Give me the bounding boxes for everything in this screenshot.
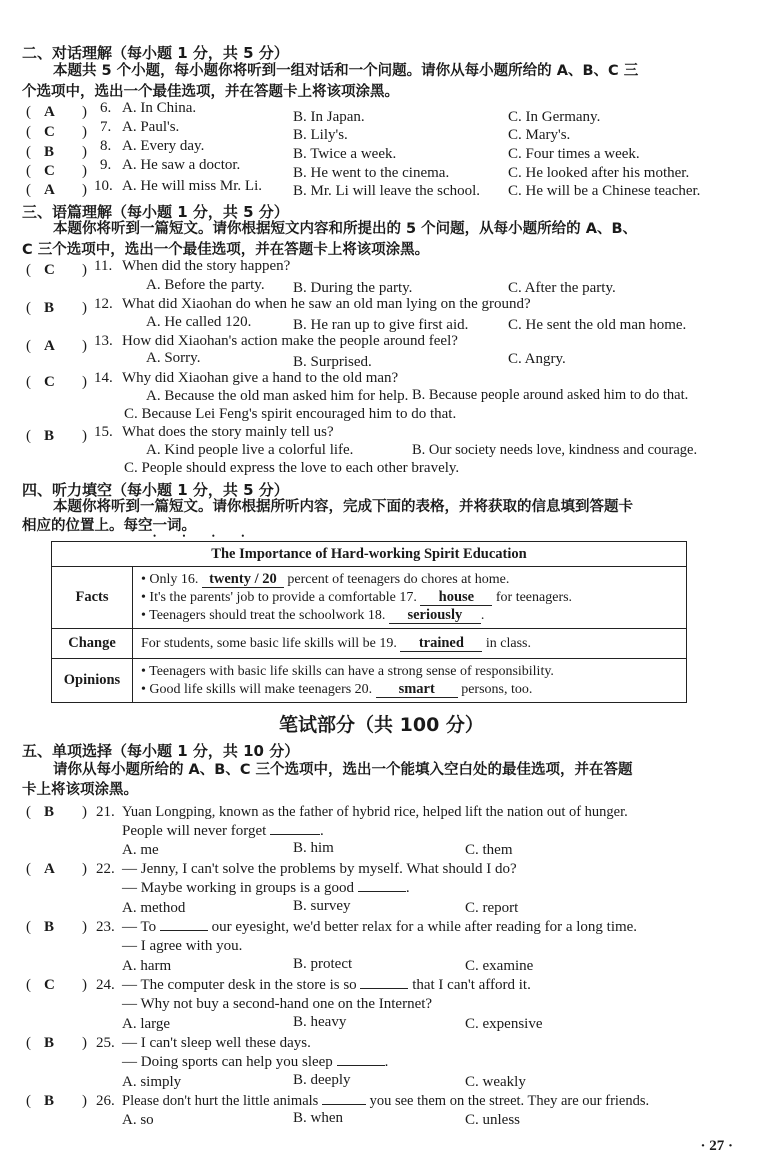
question-text [122,880,410,897]
option-a: A. Sorry. [146,350,201,366]
option-a: A. Because the old man asked him for help. [146,388,409,404]
option-a: A. harm [122,958,172,974]
question-text [122,977,531,994]
answer-mark: C [44,262,55,278]
option-b: B. heavy [293,1014,347,1030]
question-number: 15. [94,424,113,440]
question-number: 13. [94,333,113,349]
fact-text: • It's the parents' job to provide a comfortable 17. [141,589,417,605]
answer-paren-close: ) [82,1035,87,1051]
answer-paren-close: ) [82,144,87,160]
section-4-heading: 四、听力填空（每小题 1 分，共 5 分） [22,481,289,499]
option-a: A. In China. [122,100,197,116]
option-c: C. Angry. [508,351,566,367]
option-c: C. Because Lei Feng's spirit encouraged him to do that. [124,406,457,422]
opinions-cell [133,659,687,703]
option-b: B. protect [293,956,353,972]
option-c: C. People should express the love to each other bravely. [124,460,460,476]
question-number: 9. [100,157,112,173]
answer-blank-20: smart [376,681,458,698]
question-number: 12. [94,296,113,312]
answer-mark: B [44,428,55,444]
option-b: B. when [293,1110,343,1126]
row-label-facts: Facts [52,567,133,629]
question-blank [358,891,406,892]
question-number: 25. [96,1035,115,1051]
option-c: C. examine [465,958,534,974]
page-number: · 27 · [700,1138,733,1154]
option-a: A. so [122,1112,154,1128]
question-number: 6. [100,100,112,116]
answer-paren-open: ( [26,374,31,390]
question-text: — Jenny, I can't solve the problems by myself. What should I do? [122,861,517,877]
answer-paren-open: ( [26,977,31,993]
change-text: in class. [485,635,531,651]
section-2-instruction-line2: 个选项中，选出一个最佳选项，并在答题卡上将该项涂黑。 [22,84,399,100]
question-text-part: — Doing sports can help you sleep [122,1054,333,1070]
option-b: B. Because people around asked him to do that. [412,387,689,403]
question-blank [337,1065,385,1066]
answer-mark: A [44,338,55,354]
option-a: A. Paul's. [122,119,180,135]
fact-line-16 [141,571,678,589]
question-number: 10. [94,178,113,194]
question-blank [270,834,320,835]
question-blank [160,930,208,931]
question-number: 21. [96,804,115,820]
question-number: 8. [100,138,112,154]
facts-cell [133,567,687,629]
answer-paren-close: ) [82,428,87,444]
answer-mark: B [44,1093,55,1109]
emphasis-dots: • • • • [153,531,257,541]
row-label-change: Change [52,629,133,659]
answer-paren-open: ( [26,182,31,198]
section-3-instruction-line1: 本题你将听到一篇短文。请你根据短文内容和所提出的 5 个问题，从每小题所给的 A、B、 [53,221,638,237]
option-c: C. He sent the old man home. [508,317,687,333]
answer-paren-open: ( [26,1093,31,1109]
question-number: 24. [96,977,115,993]
answer-paren-close: ) [82,300,87,316]
question-text: What did Xiaohan do when he saw an old man lying on the ground? [122,296,531,312]
question-number: 7. [100,119,112,135]
option-c: C. report [465,900,519,916]
table-title: The Importance of Hard-working Spirit Education [52,542,687,567]
option-b: B. In Japan. [293,109,365,125]
question-text: Yuan Longping, known as the father of hybrid rice, helped lift the nation out of hunger. [122,804,628,820]
option-c: C. In Germany. [508,109,601,125]
option-c: C. unless [465,1112,521,1128]
option-c: C. He will be a Chinese teacher. [508,183,701,199]
option-b: B. survey [293,898,351,914]
option-b: B. Mr. Li will leave the school. [293,183,481,199]
option-a: A. Before the party. [146,277,265,293]
question-text-part: . [405,880,410,896]
option-b: B. During the party. [293,280,413,296]
answer-blank-19: trained [400,635,482,652]
option-c: C. He looked after his mother. [508,165,690,181]
answer-mark: C [44,977,55,993]
answer-paren-open: ( [26,144,31,160]
answer-paren-open: ( [26,104,31,120]
question-text [122,1093,649,1110]
answer-paren-open: ( [26,428,31,444]
row-label-opinions: Opinions [52,659,133,703]
option-b: B. Twice a week. [293,146,397,162]
answer-paren-close: ) [82,163,87,179]
option-a: A. me [122,842,159,858]
answer-mark: C [44,163,55,179]
opinion-text: persons, too. [461,681,533,697]
question-text: — I can't sleep well these days. [122,1035,311,1051]
change-cell [133,629,687,659]
answer-mark: B [44,804,55,820]
answer-paren-open: ( [26,124,31,140]
answer-paren-close: ) [82,104,87,120]
question-text-part: — To [122,919,157,935]
option-a: A. He called 120. [146,314,252,330]
answer-blank-16: twenty / 20 [202,571,284,588]
option-c: C. Mary's. [508,127,571,143]
answer-mark: C [44,374,55,390]
change-line-19 [141,635,678,653]
answer-mark: B [44,300,55,316]
section-4-instruction-line2: 相应的位置上。每空一词。 [22,518,196,534]
option-c: C. After the party. [508,280,616,296]
question-text-part: that I can't afford it. [412,977,531,993]
question-number: 23. [96,919,115,935]
question-text-part: . [320,823,324,839]
option-b: B. deeply [293,1072,351,1088]
answer-paren-open: ( [26,1035,31,1051]
option-b: B. Our society needs love, kindness and courage. [412,442,698,458]
answer-paren-close: ) [82,919,87,935]
answer-paren-close: ) [82,262,87,278]
answer-paren-open: ( [26,300,31,316]
option-b: B. him [293,840,334,856]
question-text: — Why not buy a second-hand one on the Internet? [122,996,433,1012]
answer-blank-18: seriously [389,607,481,624]
answer-mark: A [44,182,55,198]
section-5-heading: 五、单项选择（每小题 1 分，共 10 分） [22,742,300,760]
answer-paren-close: ) [82,977,87,993]
opinion-text: • Good life skills will make teenagers 20. [141,681,373,697]
answer-mark: B [44,144,55,160]
question-number: 26. [96,1093,115,1109]
question-number: 14. [94,370,113,386]
answer-blank-17: house [420,589,492,606]
section-2-heading: 二、对话理解（每小题 1 分，共 5 分） [22,44,289,62]
question-blank [322,1104,366,1105]
option-b: B. Surprised. [293,354,372,370]
answer-paren-close: ) [82,1093,87,1109]
change-text: For students, some basic life skills will be 19. [141,635,397,651]
question-text-part: our eyesight, we'd better relax for a while after reading for a long time. [211,919,638,935]
section-4-instruction-line1: 本题你将听到一篇短文。请你根据所听内容，完成下面的表格，并将获取的信息填到答题卡 [53,499,633,515]
written-part-title: 笔试部分（共 100 分） [279,714,484,736]
answer-paren-open: ( [26,163,31,179]
fact-text: for teenagers. [495,589,573,605]
answer-mark: B [44,919,55,935]
question-text-part: you see them on the street. They are our friends. [369,1093,650,1109]
option-b: B. He went to the cinema. [293,165,450,181]
section-5-instruction-line1: 请你从每小题所给的 A、B、C 三个选项中，选出一个能填入空白处的最佳选项，并在答题 [53,762,633,778]
listening-fill-table [51,541,687,703]
question-number: 11. [94,258,113,274]
option-c: C. weakly [465,1074,526,1090]
option-a: A. method [122,900,186,916]
fact-line-18 [141,607,678,625]
opinion-line-1: • Teenagers with basic life skills can have a strong sense of responsibility. [141,663,554,679]
question-text [122,823,324,840]
question-text: Why did Xiaohan give a hand to the old man? [122,370,399,386]
question-text: How did Xiaohan's action make the people around feel? [122,333,458,349]
question-text: What does the story mainly tell us? [122,424,334,440]
answer-mark: A [44,861,55,877]
question-text-part: People will never forget [122,823,267,839]
question-number: 22. [96,861,115,877]
option-a: A. He saw a doctor. [122,157,241,173]
answer-paren-close: ) [82,804,87,820]
fact-text: • Teenagers should treat the schoolwork 18. [141,607,386,623]
question-text [122,1054,388,1071]
section-3-instruction-line2: C 三个选项中，选出一个最佳选项，并在答题卡上将该项涂黑。 [22,242,430,258]
fact-line-17 [141,589,678,607]
opinion-line-20 [141,681,678,699]
answer-paren-open: ( [26,338,31,354]
answer-paren-close: ) [82,182,87,198]
question-text [122,919,637,936]
answer-paren-open: ( [26,262,31,278]
question-blank [360,988,408,989]
question-text-part: — Maybe working in groups is a good [122,880,355,896]
section-5-instruction-line2: 卡上将该项涂黑。 [22,782,138,798]
option-c: C. them [465,842,513,858]
option-c: C. expensive [465,1016,543,1032]
answer-paren-close: ) [82,374,87,390]
fact-text: . [480,607,485,623]
section-3-heading: 三、语篇理解（每小题 1 分，共 5 分） [22,203,289,221]
option-c: C. Four times a week. [508,146,640,162]
answer-paren-close: ) [82,338,87,354]
answer-mark: A [44,104,55,120]
answer-paren-open: ( [26,804,31,820]
answer-paren-open: ( [26,861,31,877]
answer-paren-open: ( [26,919,31,935]
question-text: — I agree with you. [122,938,243,954]
option-a: A. Every day. [122,138,205,154]
fact-text: • Only 16. [141,571,199,587]
answer-mark: C [44,124,55,140]
answer-paren-close: ) [82,124,87,140]
option-a: A. Kind people live a colorful life. [146,442,354,458]
question-text: When did the story happen? [122,258,291,274]
question-text-part: Please don't hurt the little animals [122,1093,319,1109]
question-text-part: — The computer desk in the store is so [122,977,357,993]
answer-mark: B [44,1035,55,1051]
question-text-part: . [384,1054,389,1070]
option-a: A. simply [122,1074,182,1090]
section-2-instruction-line1: 本题共 5 个小题，每小题你将听到一组对话和一个问题。请你从每小题所给的 A、B、C 三 [53,63,639,79]
option-b: B. He ran up to give first aid. [293,317,469,333]
option-a: A. He will miss Mr. Li. [122,178,263,194]
option-a: A. large [122,1016,171,1032]
fact-text: percent of teenagers do chores at home. [287,571,510,587]
answer-paren-close: ) [82,861,87,877]
option-b: B. Lily's. [293,127,348,143]
